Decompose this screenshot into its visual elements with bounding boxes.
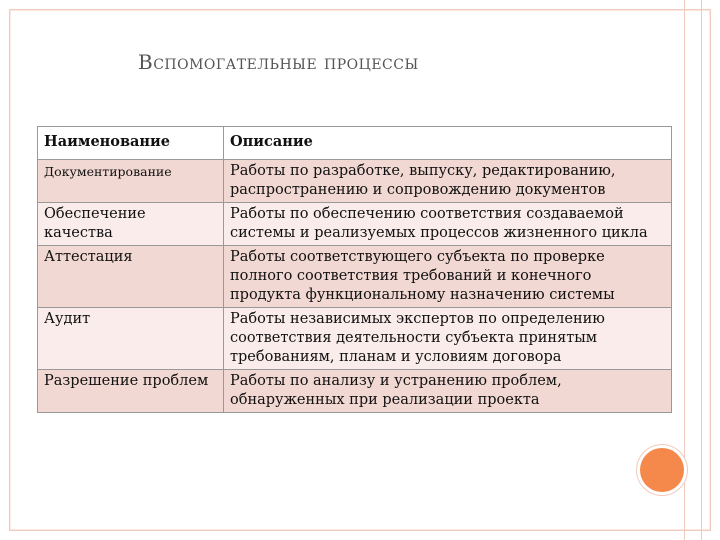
row-description: Работы по разработке, выпуску, редактированию, распространению и сопровождению документов	[224, 160, 672, 203]
row-description: Работы соответствующего субъекта по проверке полного соответствия требований и конечного продукта функциональному назначению системы	[224, 246, 672, 308]
row-name: Аудит	[38, 308, 224, 370]
header-description: Описание	[224, 127, 672, 160]
row-name: Аттестация	[38, 246, 224, 308]
processes-table	[37, 126, 672, 413]
row-description: Работы по анализу и устранению проблем, обнаруженных при реализации проекта	[224, 370, 672, 413]
decorative-orb	[640, 448, 684, 492]
header-name: Наименование	[38, 127, 224, 160]
table-row	[38, 246, 672, 308]
row-description: Работы независимых экспертов по определению соответствия деятельности субъекта принятым требованиям, планам и условиям договора	[224, 308, 672, 370]
table-row	[38, 203, 672, 246]
table-row	[38, 308, 672, 370]
slide-border-band	[684, 0, 702, 540]
table-header-row	[38, 127, 672, 160]
row-name: Обеспечение качества	[38, 203, 224, 246]
row-name: Разрешение проблем	[38, 370, 224, 413]
table-row	[38, 160, 672, 203]
row-name: Документирование	[38, 160, 224, 203]
row-description: Работы по обеспечению соответствия создаваемой системы и реализуемых процессов жизненного цикла	[224, 203, 672, 246]
slide-title: Вспомогательные процессы	[138, 50, 419, 74]
table-row	[38, 370, 672, 413]
